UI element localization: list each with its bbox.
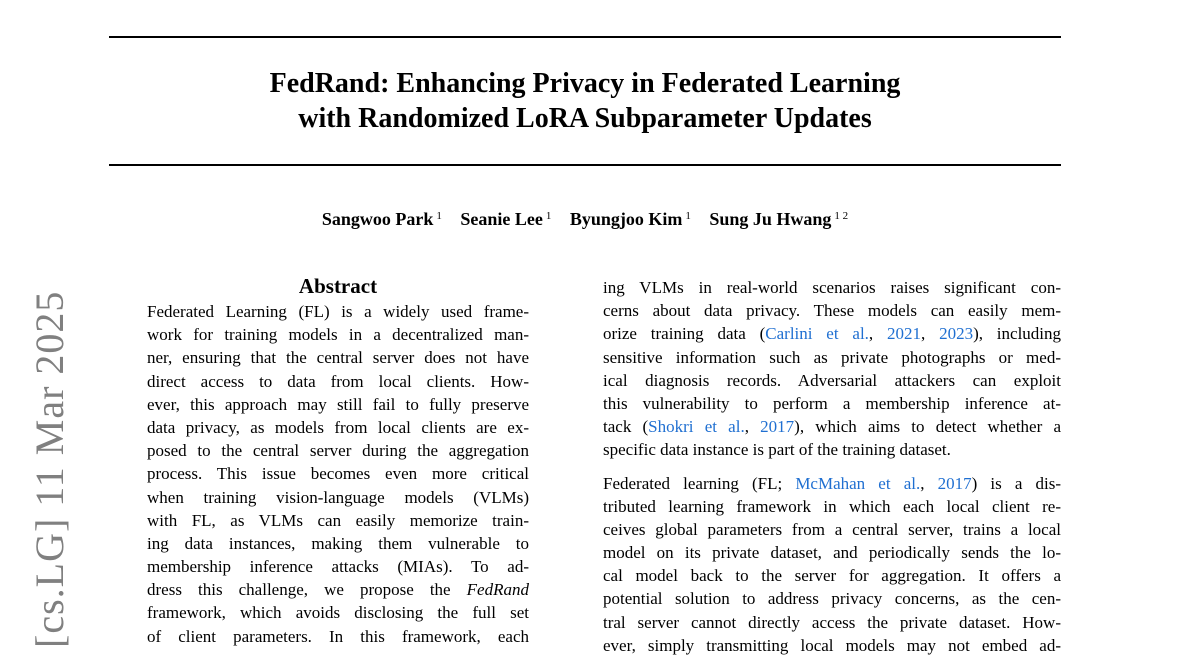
body-line: this vulnerability to perform a membership inference at- [603, 393, 1061, 413]
author-list [109, 208, 1061, 230]
abstract-line: work for training models in a decentralized man- [147, 325, 529, 345]
citation-link-shokri[interactable]: Shokri et al. [648, 417, 745, 437]
introduction-text [603, 276, 1061, 657]
title-line-2: with Randomized LoRA Subparameter Updates [298, 103, 872, 134]
affiliation-mark: 1 [436, 210, 442, 222]
body-line: tack (Shokri et al., 2017), which aims to detect whether a [603, 417, 1061, 437]
author: Sung Ju Hwang $^{1 2}$ [709, 209, 849, 229]
body-line: tral server cannot directly access the private dataset. How- [603, 612, 1061, 632]
abstract-line: direct access to data from local clients. How- [147, 371, 529, 391]
body-line: specific data instance is part of the training dataset. [603, 440, 951, 460]
title-bottom-rule [109, 164, 1061, 166]
abstract-line: posed to the central server during the aggregation [147, 441, 529, 461]
citation-link-shokri-2017[interactable]: 2017 [760, 417, 795, 437]
citation-link-carlini-2021[interactable]: 2021 [887, 324, 921, 344]
body-line: ing VLMs in real-world scenarios raises significant con- [603, 278, 1061, 297]
body-line: potential solution to address privacy concerns, as the cen- [603, 589, 1061, 609]
abstract-line: Federated Learning (FL) is a widely used frame- [147, 302, 529, 321]
citation-link-carlini[interactable]: Carlini et al. [765, 324, 869, 344]
body-line: model on its private dataset, and periodically sends the lo- [603, 543, 1061, 563]
citation-link-mcmahan-2017[interactable]: 2017 [937, 473, 972, 493]
title-top-rule [109, 36, 1061, 38]
title-line-1: FedRand: Enhancing Privacy in Federated Learning [269, 68, 901, 99]
body-line: ever, simply transmitting local models may not embed ad- [603, 635, 1061, 655]
body-line: ceives global parameters from a central server, trains a local [603, 519, 1061, 539]
body-line: ical diagnosis records. Adversarial attackers can exploit [603, 370, 1061, 390]
abstract-line: ever, this approach may still fail to fully preserve [147, 394, 529, 414]
affiliation-mark: 1 [545, 210, 552, 222]
abstract-section [147, 272, 529, 648]
abstract-line: when training vision-language models (VLMs) [147, 487, 529, 507]
abstract-line: process. This issue becomes even more critical [147, 464, 529, 484]
citation-link-mcmahan[interactable]: McMahan et al. [795, 473, 921, 493]
fedrand-term: FedRand [466, 580, 529, 600]
body-line: sensitive information such as private photographs or med- [603, 347, 1061, 367]
author: Seanie Lee $^1$ [460, 209, 552, 229]
citation-link-carlini-2023[interactable]: 2023 [939, 324, 974, 344]
abstract-line: dress this challenge, we propose the FedRand [147, 580, 529, 600]
body-line: cal model back to the server for aggregation. It offers a [603, 566, 1061, 586]
body-line: Federated learning (FL; McMahan et al., 2017) is a dis- [603, 473, 1062, 493]
abstract-line: ing data instances, making them vulnerable to [147, 533, 529, 553]
author: Sangwoo Park $^1$ [321, 209, 442, 229]
abstract-line: with FL, as VLMs can easily memorize train- [147, 510, 529, 530]
abstract-line: data privacy, as models from local clients are ex- [147, 417, 529, 437]
abstract-heading: Abstract [298, 274, 378, 298]
affiliation-mark: 1 2 [834, 210, 849, 222]
arxiv-side-stamp: [cs.LG] 11 Mar 2025 [27, 290, 72, 648]
abstract-line: of client parameters. In this framework, each [147, 626, 529, 646]
affiliation-mark: 1 [685, 210, 691, 222]
author: Byungjoo Kim $^1$ [569, 209, 691, 229]
paragraph-gap [603, 462, 1061, 472]
abstract-line: ner, ensuring that the central server does not have [147, 348, 529, 368]
abstract-line: framework, which avoids disclosing the full set [147, 603, 529, 623]
body-line: tributed learning framework in which each local client re- [603, 496, 1061, 516]
body-line: cerns about data privacy. These models can easily mem- [603, 301, 1061, 321]
body-line: orize training data (Carlini et al., 2021, 2023), including [603, 324, 1062, 344]
paper-title [109, 66, 1061, 136]
abstract-line: membership inference attacks (MIAs). To ad- [147, 557, 529, 577]
